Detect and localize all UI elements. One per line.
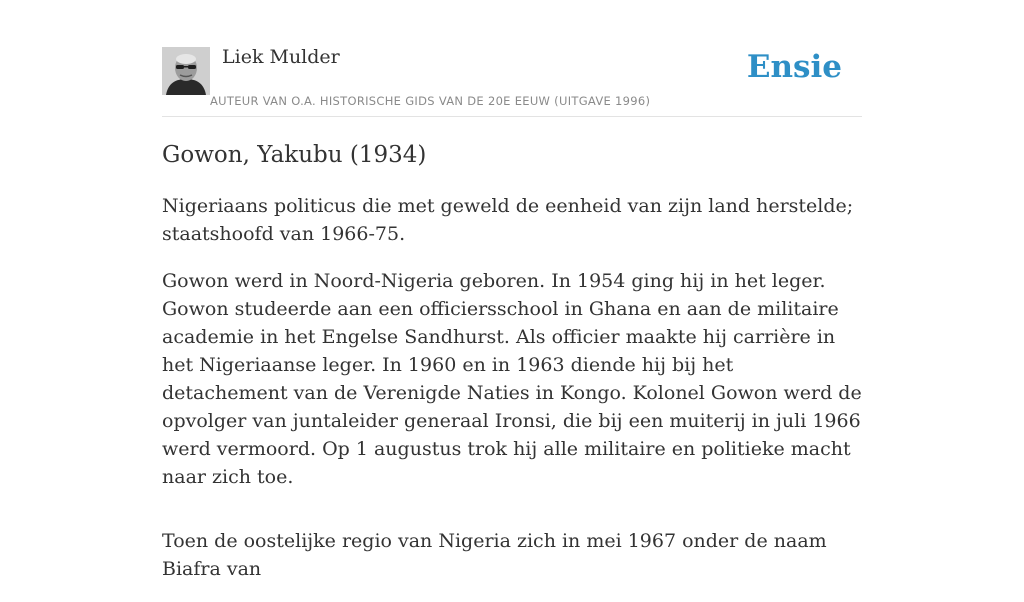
- author-avatar[interactable]: [162, 47, 210, 95]
- author-portrait-icon: [162, 47, 210, 95]
- article-header: [162, 44, 862, 117]
- author-subtitle: AUTEUR VAN O.A. HISTORISCHE GIDS VAN DE 20E EEUW (UITGAVE 1996): [210, 94, 651, 108]
- article-paragraph: Toen de oostelijke regio van Nigeria zich in mei 1967 onder de naam Biafra van: [162, 530, 827, 580]
- article-body: [162, 140, 862, 602]
- article-intro: Nigeriaans politicus die met geweld de eenheid van zijn land herstelde; staatshoofd van 1966-75.: [162, 195, 854, 245]
- author-name[interactable]: Liek Mulder: [222, 46, 340, 68]
- article-paragraph: Gowon werd in Noord-Nigeria geboren. In 1954 ging hij in het leger. Gowon studeerde aan een officiersschool in Ghana en aan de militaire academie in het Engelse Sandhurst. Als officier maakte hij carrière in het Nigeriaanse leger. In 1960 en in 1963 diende hij bij het detachement van de Verenigde Naties in Kongo. Kolonel Gowon werd de opvolger van juntaleider generaal Ironsi, die bij een muiterij in juli 1966 werd vermoord. Op 1 augustus trok hij alle militaire en politieke macht naar zich toe.: [162, 270, 862, 488]
- ensie-logo[interactable]: Ensie: [746, 49, 842, 85]
- article-title: Gowon, Yakubu (1934): [162, 142, 427, 168]
